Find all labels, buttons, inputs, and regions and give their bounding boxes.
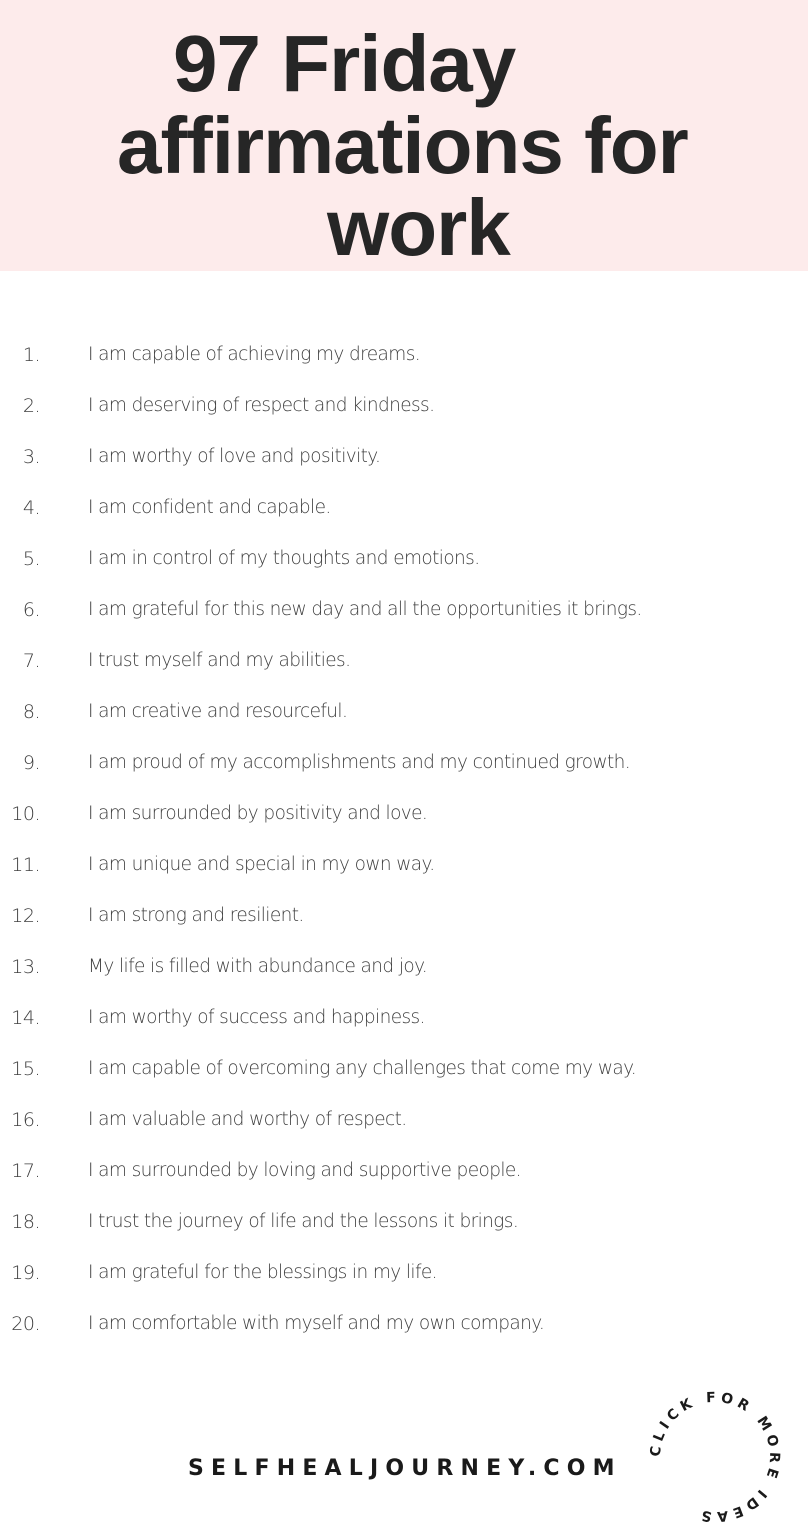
item-number: 7. [22,650,40,672]
item-number: 6. [22,599,40,621]
item-number: 12. [11,905,40,927]
item-text: I am proud of my accomplishments and my continued growth. [88,752,631,773]
list-item [0,595,760,625]
item-text: I am comfortable with myself and my own company. [88,1313,545,1334]
list-item [0,1003,760,1033]
list-item [0,850,760,880]
item-text: I am in control of my thoughts and emotions. [88,548,480,569]
item-text: I am grateful for this new day and all the opportunities it brings. [88,599,642,620]
list-item [0,391,760,421]
item-text: I trust myself and my abilities. [88,650,351,671]
list-item [0,1207,760,1237]
item-number: 14. [11,1007,40,1029]
click-for-more-ideas-button[interactable] [640,1382,790,1532]
title-line-1: 97 Friday [173,19,516,108]
item-text: I am worthy of love and positivity. [88,446,381,467]
item-number: 11. [11,854,40,876]
item-text: I am surrounded by loving and supportive people. [88,1160,521,1181]
title-line-2: affirmations for [117,101,688,190]
list-item [0,901,760,931]
item-text: My life is filled with abundance and joy. [88,956,428,977]
item-number: 16. [11,1109,40,1131]
item-number: 10. [11,803,40,825]
badge-text: CLICK FOR MORE IDEAS [647,1389,783,1525]
item-number: 5. [22,548,40,570]
item-number: 20. [11,1313,40,1335]
item-number: 18. [11,1211,40,1233]
item-number: 4. [22,497,40,519]
list-item [0,442,760,472]
item-number: 9. [22,752,40,774]
list-item [0,1156,760,1186]
item-number: 1. [22,344,40,366]
item-text: I am valuable and worthy of respect. [88,1109,407,1130]
list-item [0,1309,760,1339]
list-item [0,1054,760,1084]
list-item [0,799,760,829]
list-item [0,1105,760,1135]
list-item [0,697,760,727]
title-line-3: work [327,183,510,272]
item-text: I am unique and special in my own way. [88,854,435,875]
circular-text-badge-icon [640,1382,790,1532]
item-text: I am strong and resilient. [88,905,304,926]
header-banner [0,0,808,271]
item-text: I am worthy of success and happiness. [88,1007,425,1028]
item-number: 17. [11,1160,40,1182]
item-number: 3. [22,446,40,468]
item-number: 8. [22,701,40,723]
item-text: I am creative and resourceful. [88,701,348,722]
list-item [0,646,760,676]
site-name[interactable]: SELFHEALJOURNEY.COM [188,1456,622,1481]
item-number: 2. [22,395,40,417]
item-text: I trust the journey of life and the lessons it brings. [88,1211,519,1232]
item-text: I am capable of overcoming any challenges that come my way. [88,1058,637,1079]
item-number: 13. [11,956,40,978]
list-item [0,340,760,370]
item-text: I am deserving of respect and kindness. [88,395,435,416]
list-item [0,493,760,523]
item-text: I am capable of achieving my dreams. [88,344,421,365]
list-item [0,544,760,574]
item-text: I am surrounded by positivity and love. [88,803,428,824]
item-text: I am confident and capable. [88,497,331,518]
list-item [0,952,760,982]
list-item [0,1258,760,1288]
item-text: I am grateful for the blessings in my life. [88,1262,437,1283]
item-number: 19. [11,1262,40,1284]
list-item [0,748,760,778]
item-number: 15. [11,1058,40,1080]
